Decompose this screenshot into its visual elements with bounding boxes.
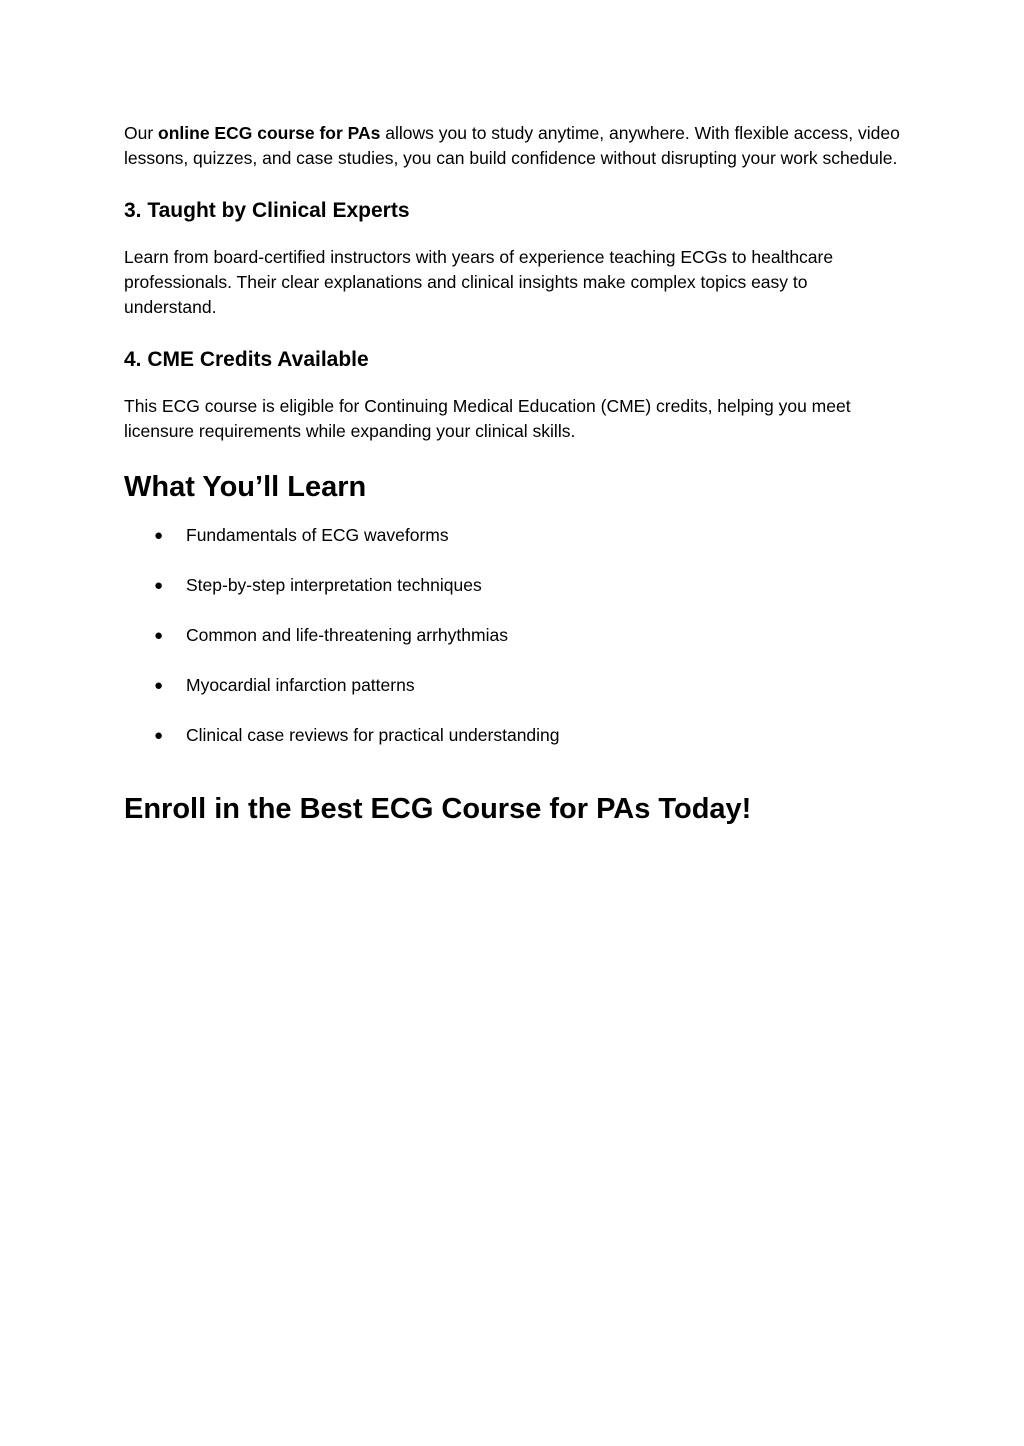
intro-suffix: allows you to study anytime, anywhere. With flexible access, video lessons, quizzes, and case studies, you can build confidence without disrupting your work schedule.	[124, 123, 900, 168]
list-item-text: Common and life-threatening arrhythmias	[186, 625, 508, 645]
intro-bold-phrase: online ECG course for PAs	[158, 123, 381, 143]
document-page	[124, 121, 904, 827]
learn-list	[124, 523, 904, 748]
list-item	[124, 673, 904, 698]
bullet-icon: ●	[154, 527, 164, 544]
section-3-heading: 3. Taught by Clinical Experts	[124, 199, 410, 222]
section-3-body: Learn from board-certified instructors with years of experience teaching ECGs to healthcare professionals. Their clear explanations and clinical insights make complex topics easy to understand.	[124, 247, 834, 317]
list-item	[124, 573, 904, 598]
bullet-icon: ●	[154, 727, 164, 744]
section-4-body: This ECG course is eligible for Continuing Medical Education (CME) credits, helping you meet licensure requirements while expanding your clinical skills.	[124, 396, 851, 441]
list-item	[124, 623, 904, 648]
list-item-text: Myocardial infarction patterns	[186, 675, 415, 695]
list-item-text: Step-by-step interpretation techniques	[186, 575, 482, 595]
bullet-icon: ●	[154, 577, 164, 594]
list-item-text: Fundamentals of ECG waveforms	[186, 525, 449, 545]
bullet-icon: ●	[154, 677, 164, 694]
enroll-heading: Enroll in the Best ECG Course for PAs Today!	[124, 793, 752, 825]
list-item	[124, 723, 904, 748]
list-item	[124, 523, 904, 548]
intro-paragraph	[124, 121, 904, 171]
bullet-icon: ●	[154, 627, 164, 644]
what-youll-learn-heading: What You’ll Learn	[124, 471, 367, 503]
intro-prefix: Our	[124, 123, 159, 143]
list-item-text: Clinical case reviews for practical understanding	[186, 725, 560, 745]
section-4-heading: 4. CME Credits Available	[124, 348, 369, 371]
